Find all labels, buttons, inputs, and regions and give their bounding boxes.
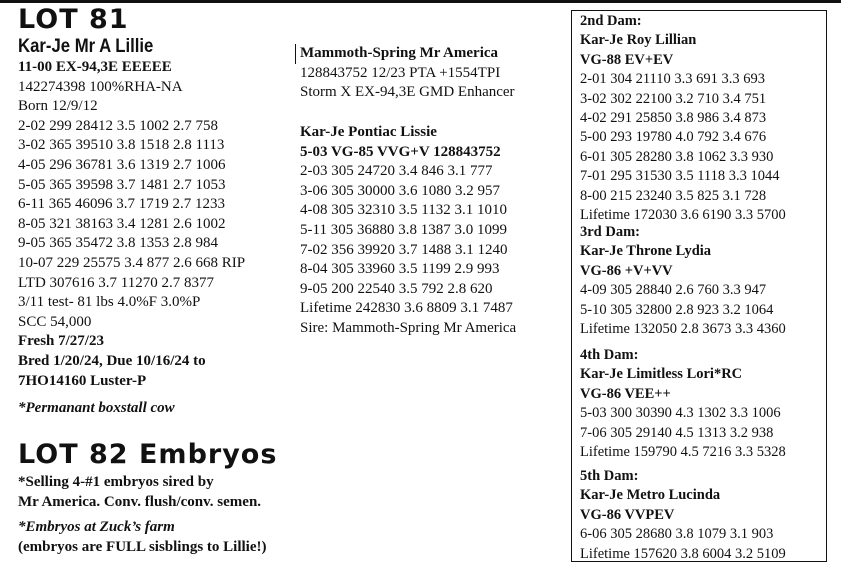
- fifth-dam-section: [580, 467, 786, 564]
- test-line: 3/11 test- 81 lbs 4.0%F 3.0%P: [18, 294, 201, 311]
- dam-sire-line: Sire: Mammoth-Spring Mr America: [300, 319, 517, 336]
- record-line: 5-00 293 19780 4.0 792 3.4 676: [580, 129, 767, 146]
- embryo-line: Mr America. Conv. flush/conv. semen.: [18, 493, 262, 510]
- service-sire-line: 7HO14160 Luster-P: [18, 372, 147, 389]
- lot-82-details: [18, 473, 266, 557]
- dam-name: Kar-Je Throne Lydia: [580, 243, 712, 260]
- record-line: 2-03 305 24720 3.4 846 3.1 777: [300, 163, 493, 180]
- section-label: 4th Dam:: [580, 347, 639, 363]
- section-label: 2nd Dam:: [580, 13, 642, 29]
- sire-name: Mammoth-Spring Mr America: [300, 45, 499, 61]
- record-line: 5-11 305 36880 3.8 1387 3.0 1099: [300, 221, 507, 238]
- third-dam-section: [580, 223, 786, 339]
- record-line: 4-09 305 28840 2.6 760 3.3 947: [580, 282, 767, 299]
- fourth-dam-section: [580, 346, 786, 462]
- record-line: 6-01 305 28280 3.8 1062 3.3 930: [580, 148, 774, 165]
- lifetime-line: Lifetime 242830 3.6 8809 3.1 7487: [300, 300, 513, 317]
- lifetime-line: Lifetime 159790 4.5 7216 3.3 5328: [580, 444, 786, 461]
- second-dam-section: [580, 12, 786, 225]
- dam-classification: VG-88 EV+EV: [580, 51, 674, 68]
- dam-classification: VG-86 VEE++: [580, 385, 671, 402]
- lifetime-line: LTD 307616 3.7 11270 2.7 8377: [18, 274, 214, 291]
- sire-block: [300, 44, 515, 103]
- record-line: 4-02 291 25850 3.8 986 3.4 873: [580, 110, 767, 127]
- record-line: 9-05 365 35472 3.8 1353 2.8 984: [18, 235, 218, 252]
- record-line: 2-02 299 28412 3.5 1002 2.7 758: [18, 117, 218, 134]
- birth-date: Born 12/9/12: [18, 98, 98, 115]
- record-line: 3-02 302 22100 3.2 710 3.4 751: [580, 90, 767, 107]
- lot-81-details: [18, 58, 245, 419]
- dam-classification: 5-03 VG-85 VVG+V 128843752: [300, 143, 501, 160]
- record-line: 5-05 365 39598 3.7 1481 2.7 1053: [18, 176, 226, 193]
- pedigree-box: [571, 10, 827, 562]
- record-line: 8-00 215 23240 3.5 825 3.1 728: [580, 187, 767, 204]
- dam-name: Kar-Je Roy Lillian: [580, 32, 697, 49]
- record-line: 5-10 305 32800 2.8 923 3.2 1064: [580, 301, 774, 318]
- sire-line: 128843752 12/23 PTA +1554TPI: [300, 64, 501, 81]
- record-line: 7-02 356 39920 3.7 1488 3.1 1240: [300, 241, 508, 258]
- record-line: 8-04 305 33960 3.5 1199 2.9 993: [300, 261, 500, 278]
- dam-name: Kar-Je Pontiac Lissie: [300, 124, 437, 140]
- top-rule: [0, 0, 841, 3]
- scc-line: SCC 54,000: [18, 313, 92, 330]
- bred-line: Bred 1/20/24, Due 10/16/24 to: [18, 352, 206, 369]
- lifetime-line: Lifetime 132050 2.8 3673 3.3 4360: [580, 321, 786, 338]
- divider-line: [295, 44, 296, 64]
- cow-name: Kar-Je Mr A Lillie: [18, 36, 154, 57]
- dam-block: [300, 123, 516, 339]
- record-line: 2-01 304 21110 3.3 691 3.3 693: [580, 71, 766, 88]
- lot-82-title: LOT 82 Embryos: [18, 439, 278, 470]
- lifetime-line: Lifetime 172030 3.6 6190 3.3 5700: [580, 207, 786, 224]
- dam-classification: VG-86 +V+VV: [580, 262, 673, 279]
- record-line: 10-07 229 25575 3.4 877 2.6 668 RIP: [18, 254, 246, 271]
- classification-line: 11-00 EX-94,3E EEEEE: [18, 59, 172, 75]
- dam-name: Kar-Je Limitless Lori*RC: [580, 366, 743, 383]
- record-line: 9-05 200 22540 3.5 792 2.8 620: [300, 280, 493, 297]
- lot-81-title: LOT 81: [18, 4, 129, 35]
- section-label: 5th Dam:: [580, 468, 639, 484]
- record-line: 4-05 296 36781 3.6 1319 2.7 1006: [18, 156, 226, 173]
- record-line: 5-03 300 30390 4.3 1302 3.3 1006: [580, 405, 781, 422]
- record-line: 6-11 365 46096 3.7 1719 2.7 1233: [18, 196, 225, 213]
- embryo-note: *Embryos at Zuck’s farm: [18, 519, 175, 536]
- record-line: 3-02 365 39510 3.8 1518 2.8 1113: [18, 137, 225, 154]
- record-line: 8-05 321 38163 3.4 1281 2.6 1002: [18, 215, 226, 232]
- record-line: 7-01 295 31530 3.5 1118 3.3 1044: [580, 168, 780, 185]
- registration-line: 142274398 100%RHA-NA: [18, 78, 183, 95]
- record-line: 6-06 305 28680 3.8 1079 3.1 903: [580, 526, 774, 543]
- dam-classification: VG-86 VVPEV: [580, 506, 675, 523]
- section-label: 3rd Dam:: [580, 224, 641, 240]
- record-line: 3-06 305 30000 3.6 1080 3.2 957: [300, 182, 500, 199]
- lifetime-line: Lifetime 157620 3.8 6004 3.2 5109: [580, 545, 786, 562]
- lot-81-note: *Permanant boxstall cow: [18, 400, 175, 417]
- sire-line: Storm X EX-94,3E GMD Enhancer: [300, 84, 515, 101]
- record-line: 4-08 305 32310 3.5 1132 3.1 1010: [300, 202, 507, 219]
- record-line: 7-06 305 29140 4.5 1313 3.2 938: [580, 424, 774, 441]
- dam-name: Kar-Je Metro Lucinda: [580, 487, 721, 504]
- embryo-note: (embryos are FULL sisblings to Lillie!): [18, 538, 267, 555]
- embryo-line: *Selling 4-#1 embryos sired by: [18, 474, 214, 490]
- fresh-date: Fresh 7/27/23: [18, 333, 104, 350]
